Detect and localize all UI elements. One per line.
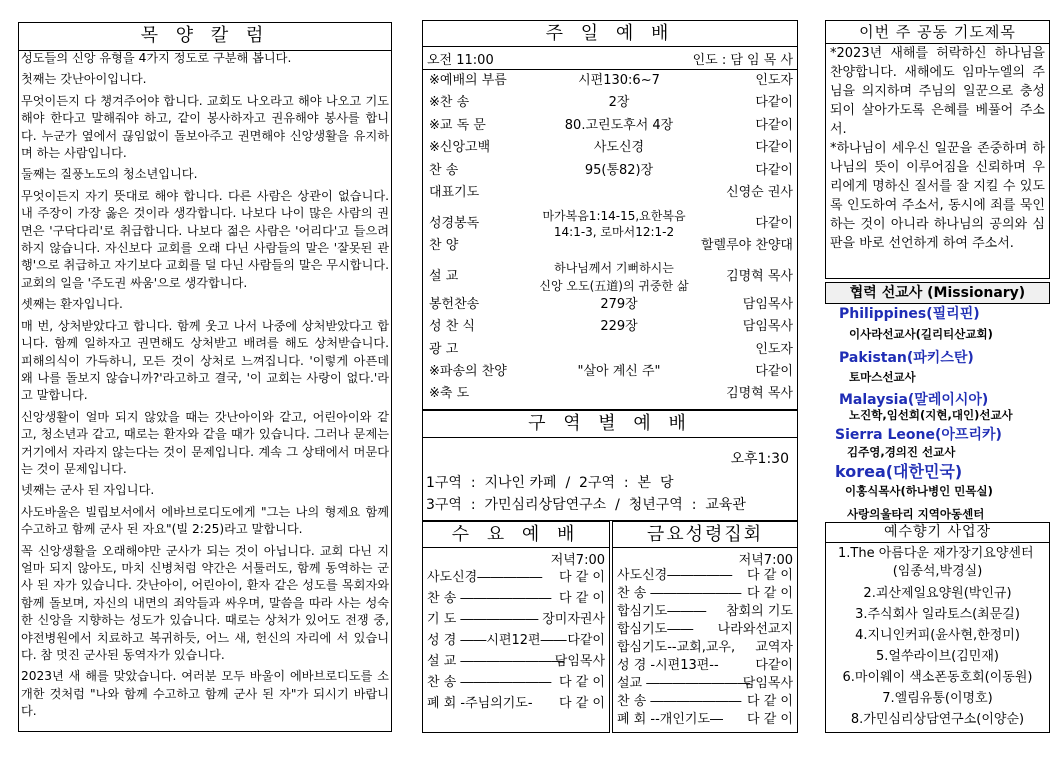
friday-time: 저녁7:00 — [738, 553, 793, 568]
order-item: ※신앙고백 — [429, 140, 491, 155]
order-row — [429, 339, 793, 361]
business-item: 5.얼쑤라이브(김민재) — [875, 649, 999, 664]
prayer-item: *하나님이 세우신 일꾼을 존중하며 하나님의 뜻이 이루어짐을 신뢰하며 우리에게 명하신 질서를 잘 지킬 수 있도록 인도하여 주소서, 동시에 죄를 묵인하는 것이 아니라 하나님의 공의와 심판을 바로 선언하게 하여 주소서. — [830, 141, 1045, 251]
column-paragraph: 무엇이든지 자기 뜻대로 해야 합니다. 다른 사람은 상관이 없습니다. 내 주장이 가장 옳은 것이라 생각합니다. 나보다 나이 많은 사람의 권면은 '구닥다리'로 취급합니다. 나보다 젊은 사람은 '어리다'고 들으려 하지 않습니다. 자신보다 교회를 오래 다닌 사람들의 말은 '잘못된 관행'으로 취급하고 자기보다 교회를 덜 다닌 사람들의 말은 무시합니다. 교회의 일을 '주도권 싸움'으로 생각합니다. — [21, 188, 389, 290]
business-item: 2.괴산제일요양원(박인규) — [863, 586, 1012, 601]
friday-person: 나라와선교지 — [717, 622, 793, 637]
business-item: 8.가민심리상담연구소(이양순) — [850, 712, 1025, 727]
missionary-country: Sierra Leone(아프리카) — [835, 427, 1002, 443]
order-detail: 2장 — [608, 95, 630, 110]
column-title — [18, 22, 392, 51]
order-row — [429, 235, 793, 257]
wednesday-row — [427, 694, 605, 714]
column-body — [18, 50, 392, 732]
missionary-country: Pakistan(파키스탄) — [839, 350, 974, 366]
wednesday-person: 담임목사 — [554, 654, 605, 669]
order-row — [429, 316, 793, 338]
column-paragraph: 2023년 새 해를 맞았습니다. 여러분 모두 바울이 에바브로디도를 소개한 것처럼 "나와 함께 수고하고 함께 군사 된 자"가 되시기 바랍니다. — [21, 669, 389, 719]
wednesday-person: 다같이 — [567, 633, 605, 648]
wednesday-person: 다 같 이 — [559, 570, 605, 585]
business-title-text: 예수향기 사업장 — [883, 524, 992, 540]
business-item: 4.지니인커피(윤사현,한정미) — [855, 628, 1020, 643]
wednesday-item: 기 도 ―――――― — [427, 612, 539, 627]
district-line-1: 1구역 : 지나인 카페 / 2구역 : 본 당 — [426, 475, 674, 491]
friday-person: 다 같 이 — [747, 712, 793, 727]
missionary-title — [825, 282, 1050, 304]
order-detail-line: 신앙 오도(五道)의 귀중한 삶 — [539, 279, 689, 293]
order-row — [429, 92, 793, 114]
sunday-title-text: 주 일 예 배 — [545, 23, 675, 44]
wednesday-row — [427, 673, 605, 693]
order-person: 김명혁 목사 — [726, 269, 793, 284]
friday-row — [617, 692, 793, 712]
district-title-text: 구 역 별 예 배 — [528, 413, 692, 434]
order-row — [429, 115, 793, 137]
prayer-title — [825, 20, 1050, 44]
sunday-time: 오전 11:00 — [427, 53, 494, 68]
friday-row — [617, 638, 793, 658]
friday-person: 다 같 이 — [747, 694, 793, 709]
wednesday-person: 장미자권사 — [542, 612, 605, 627]
prayer-box — [825, 43, 1050, 279]
column-title-text: 목 양 칼 럼 — [140, 25, 270, 46]
order-item: 설 교 — [429, 269, 459, 284]
order-item: 성경봉독 — [429, 216, 480, 231]
order-item: ※예배의 부름 — [429, 73, 507, 88]
order-row — [429, 257, 793, 297]
wednesday-person: 다 같 이 — [559, 675, 605, 690]
sunday-order-box — [422, 46, 798, 410]
friday-item: 합심기도--교회,교우, — [617, 640, 736, 655]
order-person: 다같이 — [755, 140, 793, 155]
friday-item: 합심기도――― — [617, 604, 707, 619]
order-detail: "살아 계신 주" — [577, 364, 661, 379]
wednesday-item: 성 경 ――시편12편―― — [427, 633, 567, 648]
friday-item: 설교 ―――――――― — [617, 676, 751, 691]
column-paragraph: 꼭 신앙생활을 오래해야만 군사가 되는 것이 아닙니다. 교회 다닌 지 얼마 되지 않아도, 마치 신병처럼 약간은 서툴러도, 함께 동역하는 군사 된 자가 있습니다. 갓난아이, 어린아이, 환자 같은 성도를 목회자와 함께 돌보며, 자신의 내면의 죄악들과 싸우며, 말씀을 따라 사는 성숙한 신앙을 지향하는 성도가 있습니다. 때로는 상처가 있어도 전쟁 중, 야전병원에서 치료하고 복귀하듯, 어느 새, 헌신의 자리에 서 있습니다. 참 멋진 군사된 동역자가 있습니다. — [21, 543, 389, 662]
wednesday-row — [427, 589, 605, 609]
order-item: 찬 송 — [429, 163, 459, 178]
friday-row — [617, 710, 793, 730]
order-row — [429, 294, 793, 316]
order-person: 담임목사 — [742, 319, 793, 334]
order-detail: 229장 — [600, 319, 638, 334]
column-paragraph: 첫째는 갓난아이입니다. — [21, 72, 147, 87]
order-row — [429, 182, 793, 204]
wednesday-item: 사도신경――――― — [427, 570, 543, 585]
order-person: 인도자 — [755, 73, 793, 88]
order-person: 다같이 — [755, 95, 793, 110]
friday-item: 성 경 -시편13편-- — [617, 658, 719, 673]
order-detail: 279장 — [600, 297, 638, 312]
business-item: (임종석,박경실) — [892, 564, 983, 579]
wednesday-item: 폐 회 -주님의기도- — [427, 696, 533, 711]
friday-item: 찬 송 ――――――― — [617, 694, 742, 709]
business-item: 1.The 아름다운 재가장기요양센터 — [838, 546, 1034, 561]
order-person: 할렐루야 찬양대 — [700, 238, 793, 253]
district-time: 오후1:30 — [730, 451, 789, 467]
order-person: 담임목사 — [742, 297, 793, 312]
missionary-country: Philippines(필리핀) — [839, 306, 980, 322]
district-box — [422, 437, 798, 521]
friday-row — [617, 602, 793, 622]
order-detail: 시편130:6~7 — [578, 73, 660, 88]
friday-item: 찬 송 ――――――― — [617, 586, 742, 601]
wednesday-person: 다 같 이 — [559, 696, 605, 711]
wednesday-item: 찬 송 ――――――― — [427, 675, 552, 690]
order-item: 광 고 — [429, 342, 459, 357]
district-title — [422, 410, 798, 438]
missionary-title-text: 협력 선교사 (Missionary) — [849, 285, 1026, 301]
order-person: 인도자 — [755, 342, 793, 357]
prayer-item: *2023년 새해를 허락하신 하나님을 찬양합니다. 새해에도 임마누엘의 주님을 의지하며 주님의 일꾼으로 충성되이 살아가도록 은혜를 베풀어 주소서. — [830, 46, 1045, 137]
column-paragraph: 둘째는 질풍노도의 청소년입니다. — [21, 167, 198, 182]
wednesday-title — [422, 521, 610, 548]
column-paragraph: 셋째는 환자입니다. — [21, 297, 123, 312]
order-item: ※찬 송 — [429, 95, 470, 110]
missionary-names: 노진학,임선희(지현,대인)선교사 — [849, 408, 1013, 422]
friday-item: 사도신경――――― — [617, 568, 733, 583]
order-item: ※파송의 찬양 — [429, 364, 507, 379]
order-item: 성 찬 식 — [429, 319, 475, 334]
business-item: 6.마이웨이 색소폰동호회(이동원) — [842, 670, 1033, 685]
order-detail: 95(통82)장 — [584, 163, 654, 178]
order-row — [429, 361, 793, 383]
wednesday-row — [427, 631, 605, 651]
missionary-list — [825, 303, 1050, 523]
wednesday-box — [422, 547, 610, 733]
sunday-leader: 인도 : 담 임 목 사 — [692, 53, 793, 68]
order-row — [429, 383, 793, 405]
business-box — [825, 542, 1050, 733]
missionary-country: korea(대한민국) — [835, 462, 963, 481]
missionary-country: Malaysia(말레이시아) — [839, 392, 989, 408]
friday-box — [612, 547, 798, 733]
district-line-2: 3구역 : 가민심리상담연구소 / 청년구역 : 교육관 — [426, 497, 746, 513]
order-detail-line: 마가복음1:14-15,요한복음 — [542, 209, 686, 223]
column-paragraph: 무엇이든지 다 챙겨주어야 합니다. 교회도 나오라고 해야 나오고 기도해야 한다고 말해줘야 하고, 같이 봉사하자고 권유해야 봉사를 합니다. 누군가 옆에서 끊임없이 돌보아주고 권면해야 신앙생활을 유지하며 하는 사람입니다. — [21, 93, 389, 161]
column-paragraph: 넷째는 군사 된 자입니다. — [21, 483, 155, 498]
friday-title-text: 금요성령집회 — [646, 524, 764, 545]
column-paragraph: 신앙생활이 얼마 되지 않았을 때는 갓난아이와 같고, 어린아이와 같고, 청소년과 같고, 때로는 환자와 같을 때가 있습니다. 그러나 문제는 거기에서 자라지 않는다는 것이 문제입니다. 계속 그 상태에서 머문다는 것이 문제입니다. — [21, 409, 389, 476]
friday-person: 다 같 이 — [747, 586, 793, 601]
wednesday-item: 설 교 ―――――――― — [427, 654, 565, 669]
wednesday-person: 다 같 이 — [559, 591, 605, 606]
order-item: 찬 양 — [429, 238, 459, 253]
sunday-title — [422, 20, 798, 47]
friday-person: 다같이 — [755, 658, 793, 673]
order-detail: 80.고린도후서 4장 — [564, 118, 674, 133]
order-detail-line: 하나님께서 기뻐하시는 — [554, 261, 674, 275]
prayer-title-text: 이번 주 공동 기도제목 — [859, 23, 1016, 41]
friday-row — [617, 656, 793, 676]
order-item: 봉헌찬송 — [429, 297, 480, 312]
column-paragraph: 성도들의 신앙 유형을 4가지 정도로 구분해 봅니다. — [21, 51, 292, 65]
friday-row — [617, 620, 793, 640]
column-paragraph: 사도바울은 빌립보서에서 에바브로디도에게 "그는 나의 형제요 함께 수고하고 함께 군사 된 자요"(빌 2:25)라고 말합니다. — [21, 504, 389, 537]
friday-person: 담임목사 — [742, 676, 793, 691]
order-row — [429, 70, 793, 92]
friday-item: 폐 회 --개인기도― — [617, 712, 723, 727]
order-person: 다같이 — [755, 364, 793, 379]
friday-person: 교역자 — [755, 640, 793, 655]
missionary-names: 이홍식목사(하나병인 민목실) — [845, 484, 993, 498]
missionary-names: 김주영,경의진 선교사 — [847, 445, 956, 459]
order-person: 신영순 권사 — [726, 185, 793, 200]
friday-person: 다 같 이 — [747, 568, 793, 583]
friday-row — [617, 584, 793, 604]
wednesday-row — [427, 610, 605, 630]
business-title — [825, 522, 1050, 543]
friday-item: 합심기도―― — [617, 622, 694, 637]
friday-row — [617, 674, 793, 694]
order-row — [429, 160, 793, 182]
wednesday-title-text: 수 요 예 배 — [451, 524, 581, 545]
wednesday-time: 저녁7:00 — [550, 553, 605, 568]
missionary-names: 이사라선교사(길리티산교회) — [849, 327, 993, 341]
order-detail: 사도신경 — [593, 140, 645, 155]
missionary-names: 토마스선교사 — [849, 370, 916, 384]
friday-title — [612, 521, 798, 548]
column-paragraph: 매 번, 상처받았다고 합니다. 함께 웃고 나서 나중에 상처받았다고 합니다. 함께 일하자고 권면해도 상처받고 배려를 해도 상처받습니다. 피해의식이 가득하니, 모든 것이 상처로 느껴집니다. '이렇게 아픈데 왜 나를 돌보지 않습니까?'라고하고 결국, '이 교회는 사랑이 없다.'라고 말합니다. — [21, 318, 389, 403]
order-person: 김명혁 목사 — [726, 386, 793, 401]
business-item: 3.주식회사 일라토스(최문길) — [855, 607, 1020, 622]
order-person: 다같이 — [755, 216, 793, 231]
wednesday-item: 찬 송 ――――――― — [427, 591, 552, 606]
business-item: 7.엘림유통(이명호) — [882, 691, 993, 706]
missionary-extra: 사랑의울타리 지역아동센터 — [847, 507, 985, 521]
order-detail-two-line — [519, 259, 709, 295]
order-person: 다같이 — [755, 118, 793, 133]
wednesday-row — [427, 652, 605, 672]
friday-row — [617, 566, 793, 586]
order-person: 다같이 — [755, 163, 793, 178]
order-item: ※교 독 문 — [429, 118, 486, 133]
order-detail-line: 14:1-3, 로마서12:1-2 — [553, 225, 675, 239]
order-row — [429, 137, 793, 159]
order-item: 대표기도 — [429, 185, 480, 200]
order-item: ※축 도 — [429, 386, 470, 401]
friday-person: 참회의 기도 — [726, 604, 793, 619]
wednesday-row — [427, 568, 605, 588]
